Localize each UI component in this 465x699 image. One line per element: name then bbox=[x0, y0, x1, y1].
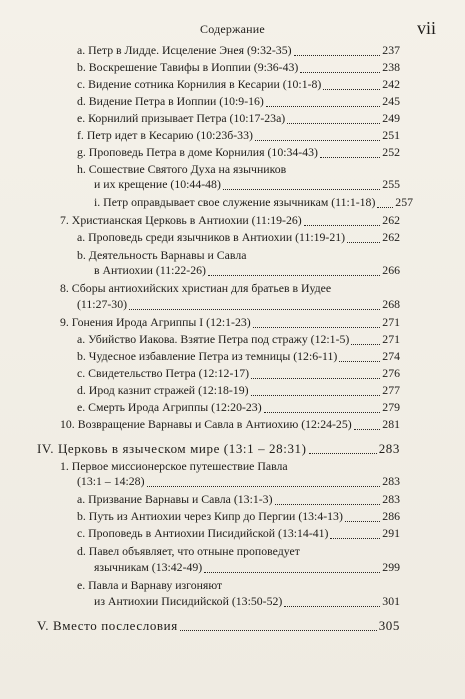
toc-entry-page: 291 bbox=[382, 526, 400, 540]
toc-entry-title: f. Петр идет в Кесарию (10:23б-33) bbox=[77, 128, 253, 142]
toc-entry-page: 266 bbox=[382, 263, 400, 277]
toc-entry-title: d. Видение Петра в Иоппии (10:9-16) bbox=[77, 94, 264, 108]
toc-entry-title-line1: e. Павла и Варнаву изгоняют bbox=[77, 578, 223, 592]
toc-entry-page: 249 bbox=[382, 111, 400, 125]
toc-entry-page: 268 bbox=[382, 297, 400, 311]
toc-entry-title-line1: h. Сошествие Святого Духа на язычников bbox=[77, 162, 287, 176]
page-header bbox=[0, 18, 465, 42]
dot-leader bbox=[284, 606, 380, 607]
dot-leader bbox=[287, 123, 380, 124]
toc-entry-title: c. Свидетельство Петра (12:12-17) bbox=[77, 366, 250, 380]
dot-leader bbox=[304, 225, 381, 226]
toc-entry-title-line2: (11:27-30) bbox=[77, 297, 128, 311]
dot-leader bbox=[129, 309, 380, 310]
toc-entry-title: a. Убийство Иакова. Взятие Петра под стражу (12:1-5) bbox=[77, 332, 350, 346]
toc-entry-title-line2: (13:1 – 14:28) bbox=[77, 474, 145, 488]
toc-entry-page: 276 bbox=[382, 366, 400, 380]
toc-entry-title: b. Чудесное избавление Петра из темницы (12:6-11) bbox=[77, 349, 338, 363]
dot-leader bbox=[275, 504, 381, 505]
toc-entry-page: 271 bbox=[382, 315, 400, 329]
dot-leader bbox=[323, 89, 380, 90]
dot-leader bbox=[345, 521, 380, 522]
dot-leader bbox=[339, 361, 380, 362]
dot-leader bbox=[255, 140, 380, 141]
toc-entry-title-line2: из Антиохии Писидийской (13:50-52) bbox=[94, 594, 283, 608]
toc-entry-title: a. Призвание Варнавы и Савла (13:1-3) bbox=[77, 492, 273, 506]
dot-leader bbox=[294, 55, 381, 56]
dot-leader bbox=[180, 630, 377, 631]
dot-leader bbox=[351, 344, 380, 345]
toc-entry-page: 238 bbox=[382, 60, 400, 74]
toc-entry-title: d. Ирод казнит стражей (12:18-19) bbox=[77, 383, 249, 397]
toc-entry-title: 9. Гонения Ирода Агриппы I (12:1-23) bbox=[60, 315, 251, 329]
toc-entry-title: 7. Христианская Церковь в Антиохии (11:19-26) bbox=[60, 213, 302, 227]
toc-entry-page: 301 bbox=[382, 594, 400, 608]
dot-leader bbox=[208, 275, 380, 276]
toc-section-title: IV. Церковь в языческом мире (13:1 – 28:31) bbox=[37, 441, 307, 456]
toc-entry-title-line1: 8. Сборы антиохийских христиан для братьев в Иудее bbox=[60, 281, 332, 295]
toc-entry-title: i. Петр оправдывает свое служение язычникам (11:1-18) bbox=[94, 195, 376, 209]
toc-entry-title: b. Путь из Антиохии через Кипр до Пергии (13:4-13) bbox=[77, 509, 343, 523]
toc-entry-page: 274 bbox=[382, 349, 400, 363]
toc-entry-page: 277 bbox=[382, 383, 400, 397]
dot-leader bbox=[377, 207, 393, 208]
dot-leader bbox=[264, 412, 381, 413]
toc-entry-page: 279 bbox=[382, 400, 400, 414]
toc-entry-page: 283 bbox=[382, 492, 400, 506]
toc-section-page: 305 bbox=[378, 618, 400, 633]
dot-leader bbox=[147, 486, 381, 487]
toc-entry-title-line2: в Антиохии (11:22-26) bbox=[94, 263, 206, 277]
toc-entry-page: 262 bbox=[382, 230, 400, 244]
dot-leader bbox=[251, 378, 380, 379]
toc-entry-title-line2: и их крещение (10:44-48) bbox=[94, 177, 221, 191]
toc-entry-page: 252 bbox=[382, 145, 400, 159]
toc-entry-page: 245 bbox=[382, 94, 400, 108]
dot-leader bbox=[204, 572, 380, 573]
toc-entry-title: g. Проповедь Петра в доме Корнилия (10:34-43) bbox=[77, 145, 318, 159]
dot-leader bbox=[251, 395, 381, 396]
toc-entry-title: c. Видение сотника Корнилия в Кесарии (10:1-8) bbox=[77, 77, 322, 91]
toc-entry-title-line1: 1. Первое миссионерское путешествие Павла bbox=[60, 459, 288, 473]
toc-entry-title-line1: d. Павел объявляет, что отныне проповедует bbox=[77, 544, 300, 558]
toc-entry-page: 286 bbox=[382, 509, 400, 523]
toc-entry-page: 257 bbox=[395, 195, 413, 209]
toc-entry-title: b. Воскрешение Тавифы в Иоппии (9:36-43) bbox=[77, 60, 299, 74]
toc-entry-page: 255 bbox=[382, 177, 400, 191]
toc-entry-page: 237 bbox=[382, 43, 400, 57]
toc-entry-page: 271 bbox=[382, 332, 400, 346]
toc-entry-page: 251 bbox=[382, 128, 400, 142]
toc-entry-page: 281 bbox=[382, 417, 400, 431]
dot-leader bbox=[347, 242, 380, 243]
toc-entry-title: c. Проповедь в Антиохии Писидийской (13:14-41) bbox=[77, 526, 329, 540]
toc-entry-title-line1: b. Деятельность Варнавы и Савла bbox=[77, 248, 247, 262]
page-number: vii bbox=[416, 18, 436, 38]
dot-leader bbox=[354, 429, 381, 430]
toc-entry-title: 10. Возвращение Варнавы и Савла в Антиохию (12:24-25) bbox=[60, 417, 352, 431]
toc-entry-title-line2: язычникам (13:42-49) bbox=[94, 560, 203, 574]
dot-leader bbox=[253, 327, 381, 328]
toc-section-title: V. Вместо послесловия bbox=[37, 618, 178, 633]
toc-entry-page: 242 bbox=[382, 77, 400, 91]
toc-section-page: 283 bbox=[378, 441, 400, 456]
toc-entry-title: e. Корнилий призывает Петра (10:17-23a) bbox=[77, 111, 286, 125]
toc-entry-title: e. Смерть Ирода Агриппы (12:20-23) bbox=[77, 400, 262, 414]
running-head-title: Содержание bbox=[200, 22, 265, 36]
toc-entry-page: 299 bbox=[382, 560, 400, 574]
dot-leader bbox=[330, 538, 380, 539]
dot-leader bbox=[300, 72, 380, 73]
toc-entry-title: a. Проповедь среди язычников в Антиохии (11:19-21) bbox=[77, 230, 346, 244]
dot-leader bbox=[266, 106, 380, 107]
dot-leader bbox=[320, 157, 380, 158]
dot-leader bbox=[309, 453, 377, 454]
toc-entry-page: 262 bbox=[382, 213, 400, 227]
dot-leader bbox=[223, 189, 380, 190]
toc-entry-page: 283 bbox=[382, 474, 400, 488]
toc-entry-title: a. Петр в Лидде. Исцеление Энея (9:32-35) bbox=[77, 43, 292, 57]
